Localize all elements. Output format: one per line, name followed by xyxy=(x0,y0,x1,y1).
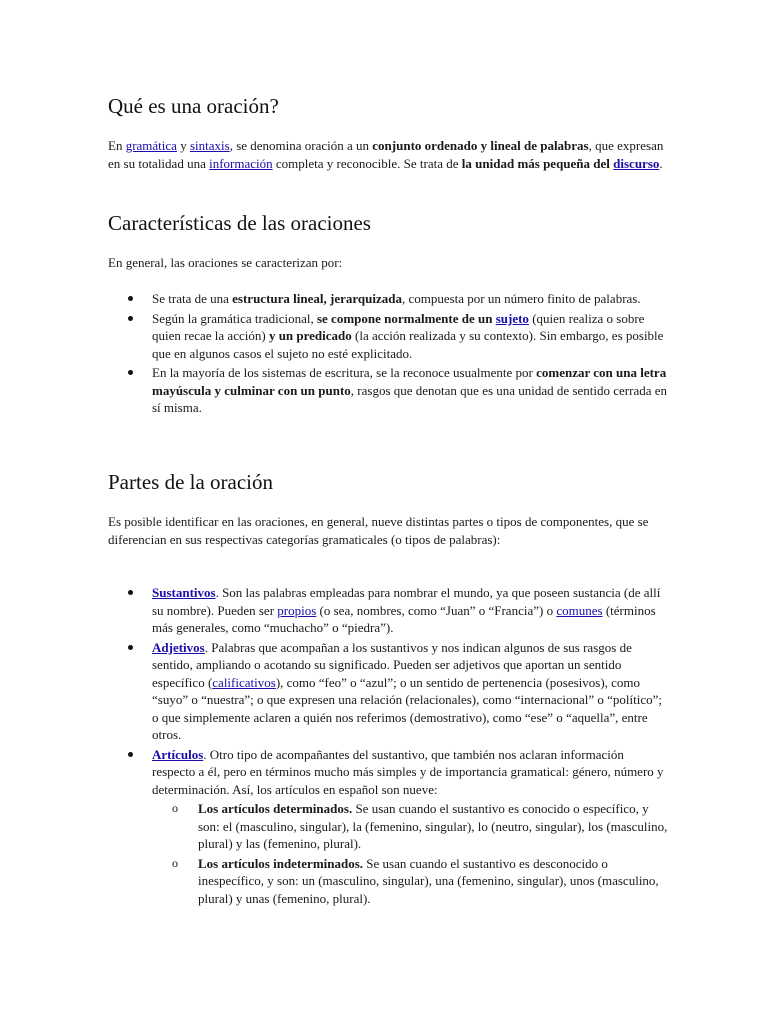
link-informacion[interactable]: información xyxy=(209,156,273,171)
text: En xyxy=(108,138,126,153)
text: Se trata de una xyxy=(152,291,233,306)
text: , rasgos que denotan que es una unidad de sentido cerrada en sí misma. xyxy=(152,382,668,415)
link-comunes[interactable]: comunes xyxy=(556,602,603,618)
heading-partes-de-la-oracion: Partes de la oración xyxy=(108,470,274,494)
text: y xyxy=(176,138,190,153)
bullet-icon xyxy=(128,296,133,301)
text: ), como “feo” o “azul”; o un sentido de pertenencia (posesivos), como “suyo” o “nuestra”; o que expresen una relación (relacionales), como “internacional” o “político”; o que simplemente aclaren a quién nos referimos (demostrativo), como “ese” o “aquella”, entre otros. xyxy=(152,674,663,742)
bold-text: Los artículos indeterminados. xyxy=(198,855,364,871)
bullet-icon xyxy=(128,645,133,650)
list-item xyxy=(108,639,668,744)
link-calificativos[interactable]: calificativos xyxy=(212,674,276,690)
sublist-articulos xyxy=(152,800,668,907)
paragraph-definition xyxy=(108,137,668,173)
text: , se denomina oración a un xyxy=(229,138,373,153)
text: En la mayoría de los sistemas de escritura, se la reconoce usualmente por xyxy=(152,365,537,380)
bold-text: comenzar con una letra mayúscula y culminar con un punto xyxy=(152,365,667,398)
bold-text: conjunto ordenado y lineal de palabras xyxy=(372,138,589,153)
heading-caracteristicas: Características de las oraciones xyxy=(108,211,371,235)
bold-text: y un predicado xyxy=(268,328,352,343)
link-discurso[interactable]: discurso xyxy=(613,156,660,171)
list-item xyxy=(108,364,668,417)
heading-que-es-una-oracion: Qué es una oración? xyxy=(108,94,279,118)
link-adjetivos[interactable]: Adjetivos xyxy=(152,639,205,655)
bold-text: la unidad más pequeña del xyxy=(461,156,614,171)
link-sintaxis[interactable]: sintaxis xyxy=(189,138,230,153)
text: (quien realiza o sobre quien recae la acción) xyxy=(152,310,645,343)
text: Se usan cuando el sustantivo es conocido o específico, y son: el (masculino, singular), la (femenino, singular), lo (neutro, singular), los (masculino, plural) y las (femenino, plural). xyxy=(198,801,668,851)
list-item xyxy=(108,310,668,363)
text: Se usan cuando el sustantivo es desconocido o inespecífico, y son: un (masculino, singular), una (femenino, singular), unos (masculino, plural) y unas (femenino, plural). xyxy=(198,855,659,906)
link-propios[interactable]: propios xyxy=(277,602,317,618)
list-item xyxy=(108,584,668,637)
text: (términos más generales, como “muchacho” o “piedra”). xyxy=(152,602,656,635)
list-item xyxy=(108,290,668,308)
text: . xyxy=(659,156,663,171)
bold-text: se compone normalmente de un xyxy=(316,310,496,326)
sublist-item xyxy=(152,855,668,908)
text: . Otro tipo de acompañantes del sustantivo, que también nos aclaran información respecto a él, pero en términos mucho más simples y de importancia gramatical: género, número y determinación. Así, los artículos en español son nueve: xyxy=(152,746,664,797)
link-sujeto[interactable]: sujeto xyxy=(495,310,529,326)
bold-text: estructura lineal, jerarquizada xyxy=(232,291,402,306)
bullet-icon xyxy=(128,316,133,321)
bold-text: Los artículos determinados. xyxy=(198,801,353,816)
paragraph-intro-partes: Es posible identificar en las oraciones, en general, nueve distintas partes o tipos de componentes, que se diferencian en sus respectivas categorías gramaticales (o tipos de palabras): xyxy=(108,514,649,547)
circle-bullet-icon: o xyxy=(172,855,178,870)
link-articulos[interactable]: Artículos xyxy=(152,746,204,762)
link-gramatica[interactable]: gramática xyxy=(125,138,177,153)
sublist-item xyxy=(152,800,668,853)
list-caracteristicas xyxy=(108,290,668,419)
text: completa y reconocible. Se trata de xyxy=(272,156,462,171)
link-sustantivos[interactable]: Sustantivos xyxy=(152,585,216,600)
text: (o sea, nombres, como “Juan” o “Francia”) o xyxy=(316,602,557,618)
text: , que expresan en su totalidad una xyxy=(108,138,664,171)
bullet-icon xyxy=(128,370,133,375)
text: (la acción realizada y su contexto). Sin embargo, es posible que en algunos casos el sujeto no esté explicitado. xyxy=(152,328,664,361)
text: Según la gramática tradicional, xyxy=(152,310,317,326)
circle-bullet-icon: o xyxy=(172,801,178,815)
bullet-icon xyxy=(128,590,133,595)
bullet-icon xyxy=(128,752,133,757)
text: , compuesta por un número finito de palabras. xyxy=(401,291,641,306)
paragraph-intro-caracteristicas: En general, las oraciones se caracterizan por: xyxy=(108,255,343,270)
list-item xyxy=(108,746,668,908)
list-partes xyxy=(108,584,668,909)
text: . Palabras que acompañan a los sustantivos y nos indican algunos de sus rasgos de sentido, ampliando o acotando su significado. Pueden ser adjetivos que aportan un sentido específico ( xyxy=(152,639,632,690)
text: . Son las palabras empleadas para nombrar el mundo, ya que poseen sustancia (de allí su nombre). Pueden ser xyxy=(152,585,661,618)
